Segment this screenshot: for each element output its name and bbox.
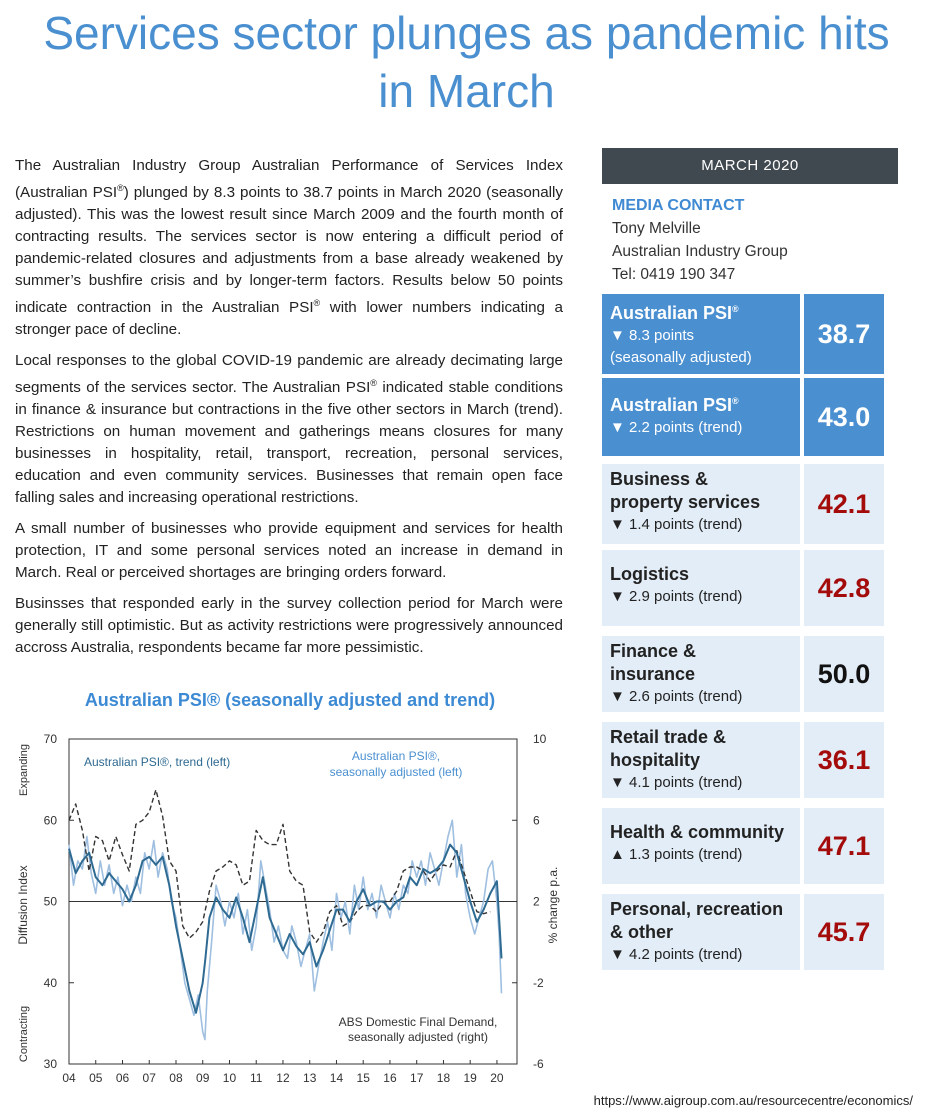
x-tick-label: 13 <box>303 1071 317 1085</box>
psi-line-chart <box>0 725 560 1090</box>
series-line-0 <box>69 845 502 1013</box>
y-right-tick-label: 6 <box>533 813 540 828</box>
contracting-label: Contracting <box>18 1005 30 1063</box>
metric-retail-hospitality <box>602 722 898 798</box>
metric-health-community <box>602 808 898 884</box>
media-contact-phone: Tel: 0419 190 347 <box>612 266 736 283</box>
series-line-2 <box>69 790 490 942</box>
metric-change: ▼ 2.2 points (trend) <box>610 419 743 436</box>
x-tick-label: 12 <box>276 1071 290 1085</box>
paragraph-3: A small number of businesses who provide equipment and services for health protection, IT and some personal services noted an increase in demand in March. Real or perceived shortages are bringing orders forward. <box>15 520 563 582</box>
registered-mark: ® <box>732 304 739 314</box>
metric-label <box>602 722 800 798</box>
metric-name <box>610 390 792 417</box>
y-right-tick-label: -2 <box>533 975 544 990</box>
y-right-tick-label: -6 <box>533 1057 544 1071</box>
y-left-tick-label: 60 <box>43 813 57 828</box>
metric-label <box>602 378 800 456</box>
metric-label <box>602 550 800 626</box>
x-tick-label: 17 <box>410 1071 424 1085</box>
x-tick-label: 16 <box>383 1071 397 1085</box>
metric-name-line2: hospitality <box>610 750 701 770</box>
metric-label <box>602 636 800 712</box>
chart-title: Australian PSI® (seasonally adjusted and trend) <box>84 690 496 710</box>
metric-name: Finance & <box>610 641 697 661</box>
x-tick-label: 10 <box>222 1071 237 1085</box>
metric-name <box>610 298 792 325</box>
metric-change-basis: (seasonally adjusted) <box>610 349 752 366</box>
metric-change: ▼ 2.6 points (trend) <box>610 688 743 705</box>
x-tick-label: 14 <box>329 1071 344 1085</box>
annotation-sa-line1: Australian PSI®, <box>351 749 441 763</box>
page-title-line1: Services sector plunges as pandemic hits <box>43 7 890 59</box>
registered-mark: ® <box>313 298 321 309</box>
expanding-label: Expanding <box>18 744 30 796</box>
annotation-abs-line2: seasonally adjusted (right) <box>347 1030 489 1044</box>
metric-name-line2: & other <box>610 922 673 942</box>
annotation-trend: Australian PSI®, trend (left) <box>84 755 231 769</box>
metric-name: Retail trade & <box>610 727 727 747</box>
media-contact-org: Australian Industry Group <box>612 243 788 260</box>
y-left-tick-label: 40 <box>43 975 57 990</box>
metric-change: ▼ 1.4 points (trend) <box>610 516 743 533</box>
x-tick-label: 04 <box>62 1071 76 1085</box>
metric-business-property <box>602 464 898 544</box>
metric-name-line2: property services <box>610 492 761 512</box>
annotation-sa-line2: seasonally adjusted (left) <box>329 765 463 779</box>
x-tick-label: 19 <box>463 1071 477 1085</box>
y-left-tick-label: 30 <box>43 1057 57 1071</box>
metric-value: 43.0 <box>804 378 884 456</box>
x-tick-label: 05 <box>89 1071 103 1085</box>
x-tick-label: 06 <box>115 1071 130 1085</box>
registered-mark: ® <box>117 183 124 193</box>
x-tick-label: 08 <box>169 1071 183 1085</box>
y-right-axis-label: % change p.a. <box>546 866 560 944</box>
metric-label <box>602 894 800 970</box>
x-tick-label: 20 <box>490 1071 504 1085</box>
metric-name: Business & <box>610 469 709 489</box>
y-left-tick-label: 50 <box>43 894 57 909</box>
metric-value: 36.1 <box>804 722 884 798</box>
x-tick-label: 09 <box>196 1071 210 1085</box>
metric-value: 42.1 <box>804 464 884 544</box>
metric-value: 50.0 <box>804 636 884 712</box>
metric-label <box>602 808 800 884</box>
paragraph-2-part1: Local responses to the global COVID-19 pandemic are already decimating large segments of the services sector. The Australian PSI <box>15 352 563 397</box>
x-tick-label: 11 <box>249 1071 263 1085</box>
source-url[interactable]: https://www.aigroup.com.au/resourcecentre/economics/ <box>593 1093 913 1108</box>
paragraph-1-part2: ) plunged by 8.3 points to 38.7 points in March 2020 (seasonally adjusted). This was the lowest result since March 2009 and the fourth month of contracting results. The services sector is now entering a difficult period of pandemic-related closures and adjustments from a base already weakened by summer’s bushfire crisis and by longer-term factors. Results below 50 points indicate contraction in the Australian PSI <box>15 184 563 317</box>
paragraph-1-part1: The Australian Industry Group Australian Performance of Services Index (Australian PSI <box>15 157 563 202</box>
metric-personal-recreation <box>602 894 898 970</box>
metric-value: 45.7 <box>804 894 884 970</box>
metric-name: Logistics <box>610 564 690 584</box>
metric-value: 42.8 <box>804 550 884 626</box>
body-text <box>15 155 563 668</box>
paragraph-1-part3: with lower numbers indicating a stronger pace of decline. <box>15 299 563 339</box>
y-left-axis-label: Diffusion Index <box>16 865 30 945</box>
month-banner: MARCH 2020 <box>602 148 898 184</box>
paragraph-4: Businsses that responded early in the survey collection period for March were generally still optimistic. But as activity restrictions were progressively announced accross Australia, respondents became far more pessimistic. <box>15 595 563 657</box>
metric-value: 38.7 <box>804 294 884 374</box>
metric-logistics <box>602 550 898 626</box>
media-contact-heading: MEDIA CONTACT <box>612 197 745 214</box>
y-right-tick-label: 10 <box>533 732 547 746</box>
paragraph-1 <box>15 155 563 341</box>
metric-value: 47.1 <box>804 808 884 884</box>
x-tick-label: 15 <box>356 1071 370 1085</box>
metric-change: ▼ 2.9 points (trend) <box>610 588 743 605</box>
metric-finance-insurance <box>602 636 898 712</box>
x-tick-label: 18 <box>436 1071 451 1085</box>
paragraph-2 <box>15 350 563 509</box>
sidebar <box>602 148 898 970</box>
metric-name-text: Australian PSI <box>610 395 733 415</box>
metric-name-text: Australian PSI <box>610 303 733 323</box>
metric-change: ▼ 8.3 points <box>610 327 695 344</box>
page-title <box>0 4 933 120</box>
paragraph-2-part2: indicated stable conditions in finance & insurance but contractions in the five other sectors in March (trend). Restrictions on human movement and gatherings means closures for many businesses in hospitality, retail, transport, recreation, personal services, education and even community services. Businesses that remain open face falling sales and increasing operational restrictions. <box>15 379 563 507</box>
metric-label <box>602 294 800 374</box>
series-line-1 <box>69 820 502 1039</box>
metric-name: Health & community <box>610 822 785 842</box>
annotation-abs-line1: ABS Domestic Final Demand, <box>338 1015 498 1029</box>
metric-psi-trend <box>602 378 898 456</box>
metric-name: Personal, recreation <box>610 899 784 919</box>
media-contact <box>602 184 898 286</box>
metric-change: ▼ 4.2 points (trend) <box>610 946 743 963</box>
y-left-tick-label: 70 <box>43 732 57 746</box>
metric-change: ▼ 4.1 points (trend) <box>610 774 743 791</box>
y-right-tick-label: 2 <box>533 894 540 909</box>
media-contact-name: Tony Melville <box>612 220 701 237</box>
page-title-line2: in March <box>378 65 555 117</box>
metric-name-line2: insurance <box>610 664 696 684</box>
metric-change: ▲ 1.3 points (trend) <box>610 846 743 863</box>
registered-mark: ® <box>732 396 739 406</box>
metric-psi-sa <box>602 294 898 374</box>
x-tick-label: 07 <box>142 1071 156 1085</box>
registered-mark: ® <box>370 378 377 389</box>
metric-label <box>602 464 800 544</box>
